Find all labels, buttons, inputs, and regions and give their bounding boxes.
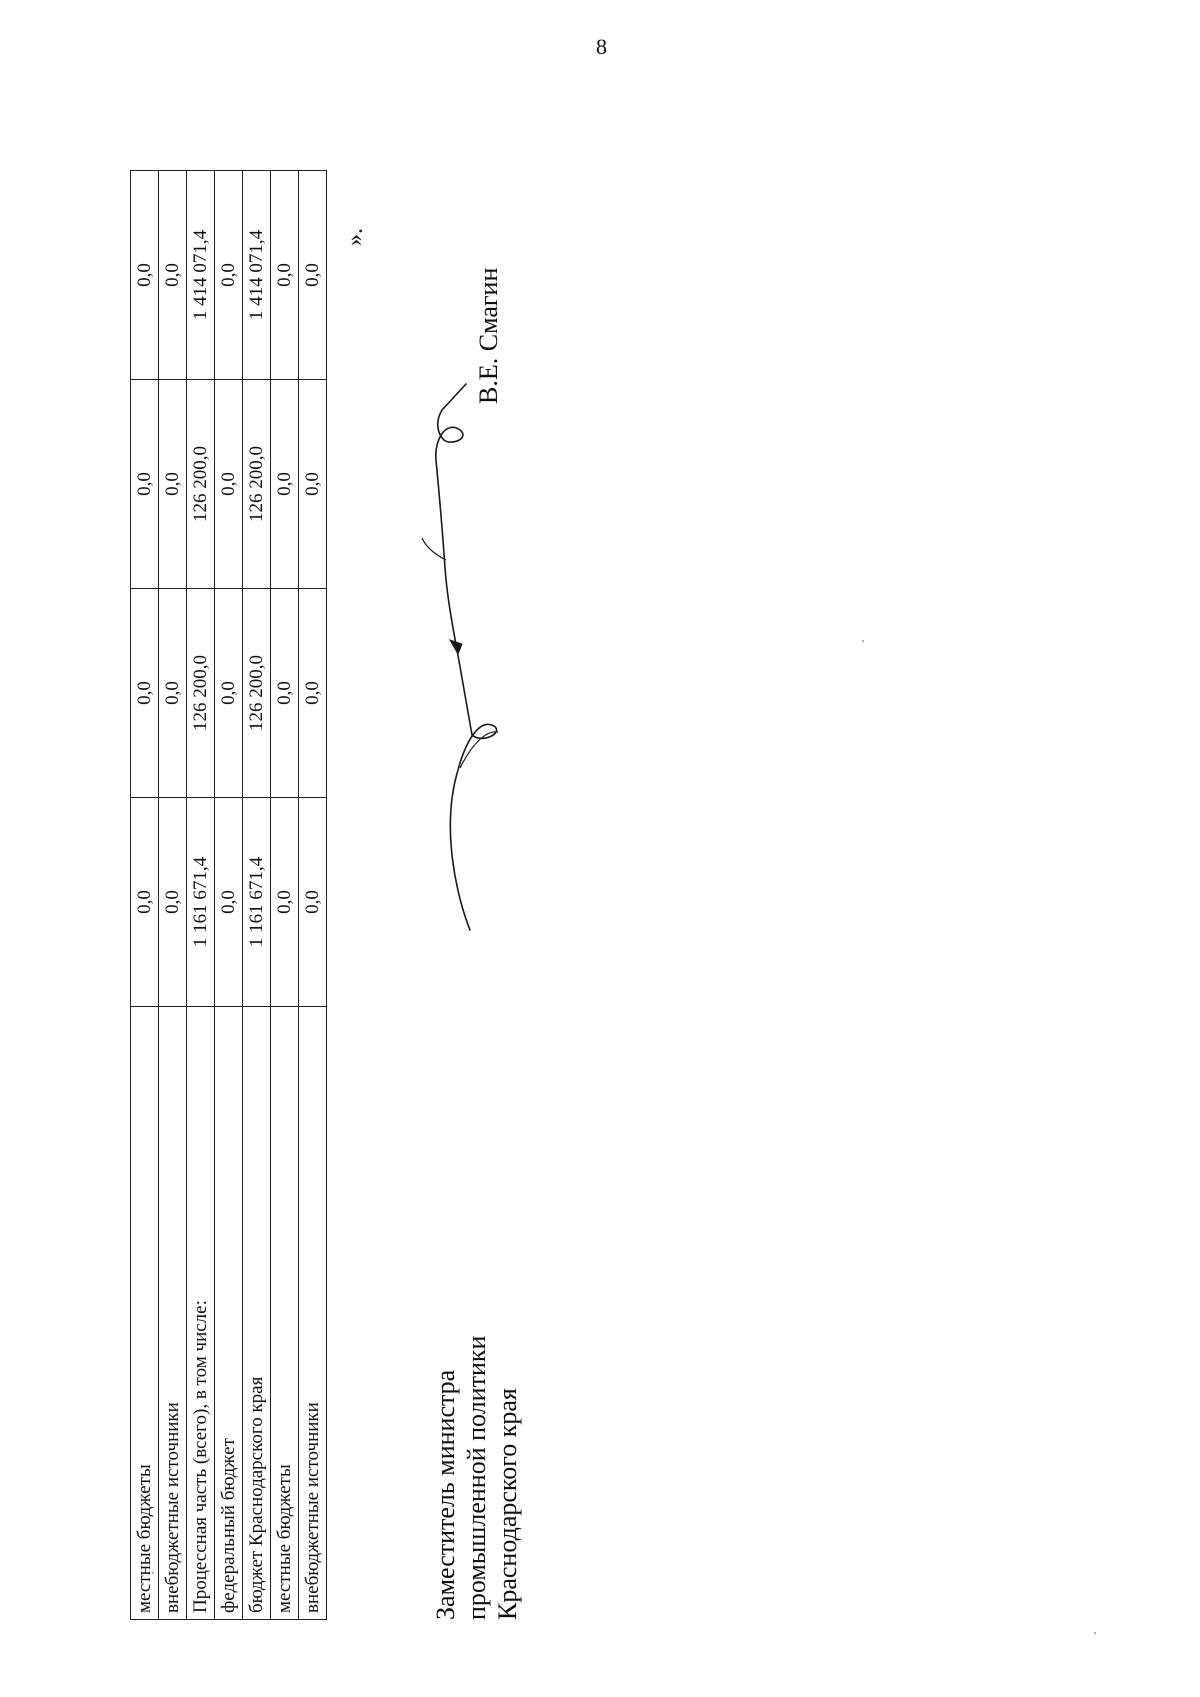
row-label: местные бюджеты	[271, 1007, 299, 1620]
value-cell: 0,0	[299, 589, 327, 798]
value-cell: 0,0	[131, 171, 159, 380]
value-cell: 0,0	[271, 798, 299, 1007]
signatory-title-line: промышленной политики	[462, 1335, 491, 1620]
value-cell: 0,0	[131, 380, 159, 589]
signatory-title-line: Заместитель министра	[431, 1369, 460, 1620]
page-number: 8	[596, 34, 607, 59]
value-cell: 0,0	[159, 171, 187, 380]
value-cell: 126 200,0	[243, 380, 271, 589]
value-cell: 0,0	[215, 798, 243, 1007]
value-cell: 0,0	[271, 171, 299, 380]
table-row	[131, 171, 159, 1620]
value-cell: 0,0	[159, 798, 187, 1007]
value-cell: 0,0	[299, 798, 327, 1007]
row-label: внебюджетные источники	[299, 1007, 327, 1620]
value-cell: 0,0	[131, 798, 159, 1007]
scan-speck	[1094, 1632, 1096, 1634]
value-cell: 0,0	[271, 589, 299, 798]
table-row	[215, 171, 243, 1620]
row-label: бюджет Краснодарского края	[243, 1007, 271, 1620]
value-cell: 0,0	[131, 589, 159, 798]
value-cell: 0,0	[215, 380, 243, 589]
value-cell: 1 161 671,4	[187, 798, 215, 1007]
row-label: внебюджетные источники	[159, 1007, 187, 1620]
signatory-title-line: Краснодарского края	[493, 1388, 522, 1620]
closing-quote: ».	[342, 228, 368, 246]
signatory-title	[430, 1336, 523, 1620]
value-cell: 0,0	[299, 171, 327, 380]
value-cell: 0,0	[215, 589, 243, 798]
value-cell: 0,0	[271, 380, 299, 589]
row-label: федеральный бюджет	[215, 1007, 243, 1620]
value-cell: 126 200,0	[243, 589, 271, 798]
value-cell: 0,0	[215, 171, 243, 380]
signatory-name: В.Е. Смагин	[474, 267, 503, 404]
value-cell: 126 200,0	[187, 589, 215, 798]
value-cell: 126 200,0	[187, 380, 215, 589]
handwritten-signature	[400, 340, 510, 940]
table-row	[271, 171, 299, 1620]
value-cell: 1 414 071,4	[187, 171, 215, 380]
value-cell: 1 161 671,4	[243, 798, 271, 1007]
rotated-content	[130, 100, 550, 1620]
budget-table-body	[131, 171, 327, 1620]
table-row	[187, 171, 215, 1620]
value-cell: 0,0	[299, 380, 327, 589]
table-row	[159, 171, 187, 1620]
row-label: Процессная часть (всего), в том числе:	[187, 1007, 215, 1620]
table-row	[243, 171, 271, 1620]
value-cell: 0,0	[159, 380, 187, 589]
value-cell: 1 414 071,4	[243, 171, 271, 380]
scan-speck	[862, 640, 864, 642]
budget-table	[130, 170, 327, 1620]
value-cell: 0,0	[159, 589, 187, 798]
row-label: местные бюджеты	[131, 1007, 159, 1620]
table-row	[299, 171, 327, 1620]
